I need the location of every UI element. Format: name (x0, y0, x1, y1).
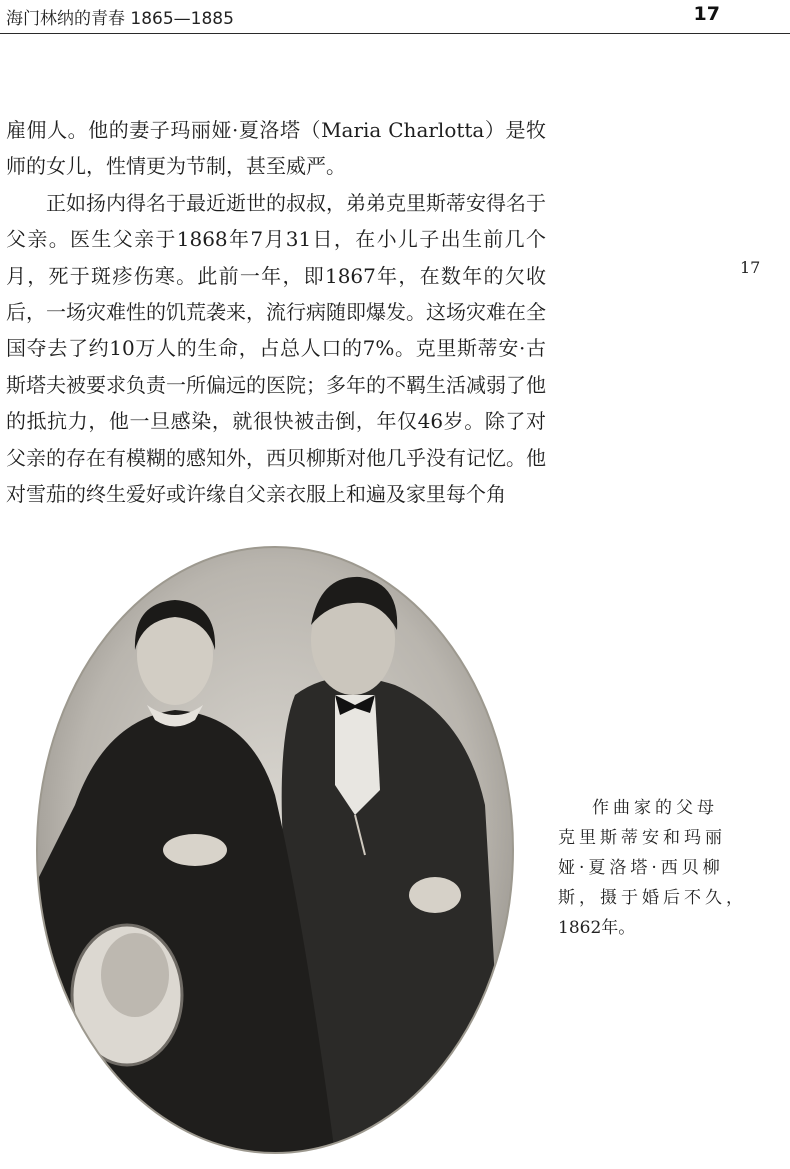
margin-page-number: 17 (740, 258, 761, 277)
body-text (6, 112, 546, 512)
caption-line: 克里斯蒂安和玛丽 (558, 828, 726, 848)
paragraph-continued: 雇佣人。他的妻子玛丽娅·夏洛塔（Maria Charlotta）是牧师的女儿，性情更为节制，甚至威严。 (6, 118, 546, 179)
caption-line: 娅·夏洛塔·西贝柳 (558, 858, 724, 878)
portrait-photo (35, 545, 515, 1155)
caption-line: 斯，摄于婚后不久， (558, 888, 747, 908)
caption-line: 1862年。 (558, 918, 636, 938)
photo-caption (558, 793, 748, 943)
caption-line: 作曲家的父母 (592, 798, 718, 818)
page-number-top: 17 (693, 3, 720, 25)
oval-portrait-image (35, 545, 515, 1155)
paragraph-father: 正如扬内得名于最近逝世的叔叔，弟弟克里斯蒂安得名于父亲。医生父亲于1868年7月31日，在小儿子出生前几个月，死于斑疹伤寒。此前一年，即1867年，在数年的欠收后，一场灾难性的饥荒袭来，流行病随即爆发。这场灾难在全国夺去了约10万人的生命，占总人口的7%。克里斯蒂安·古斯塔夫被要求负责一所偏远的医院；多年的不羁生活减弱了他的抵抗力，他一旦感染，就很快被击倒，年仅46岁。除了对父亲的存在有模糊的感知外，西贝柳斯对他几乎没有记忆。他对雪茄的终生爱好或许缘自父亲衣服上和遍及家里每个角 (6, 190, 546, 507)
header-rule (0, 33, 790, 34)
running-head: 海门林纳的青春 1865—1885 (6, 9, 234, 29)
